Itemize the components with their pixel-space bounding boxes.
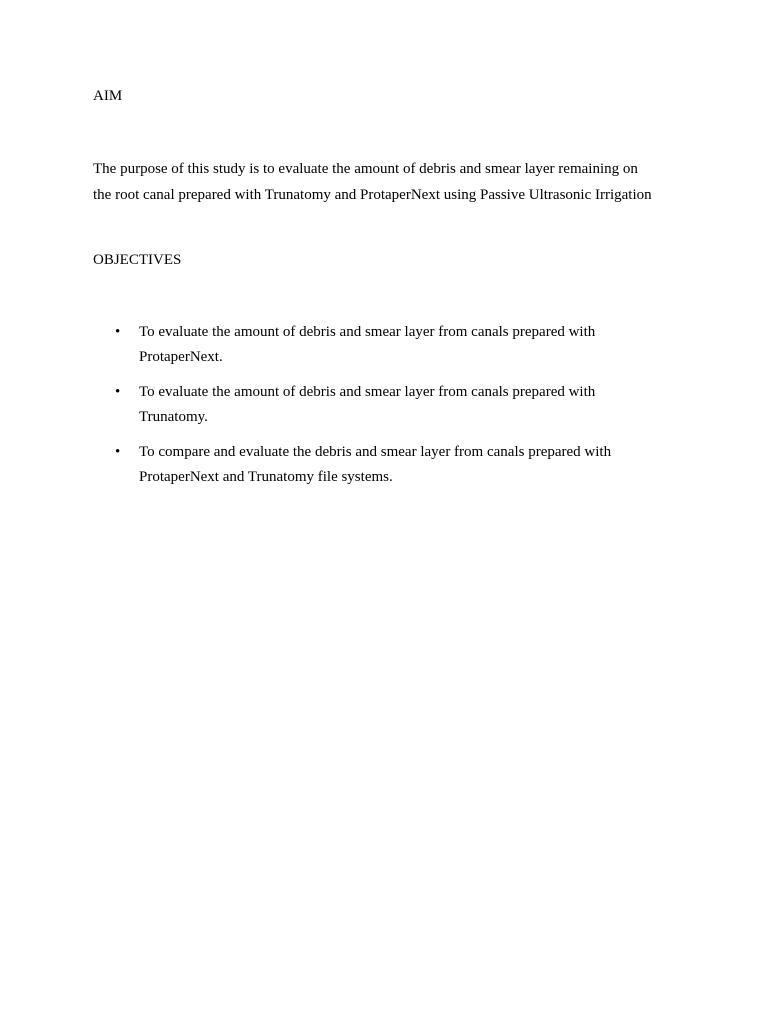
objective-text-line: To evaluate the amount of debris and smear layer from canals prepared with bbox=[139, 384, 596, 400]
aim-paragraph-line: the root canal prepared with Trunatomy and ProtaperNext using Passive Ultrasonic Irrigation bbox=[93, 187, 652, 203]
objectives-list bbox=[93, 320, 653, 500]
objective-text-line: Trunatomy. bbox=[139, 409, 208, 425]
objective-item bbox=[93, 320, 653, 370]
aim-paragraph-line: The purpose of this study is to evaluate the amount of debris and smear layer remaining on bbox=[93, 161, 638, 177]
bullet-icon: • bbox=[115, 384, 121, 400]
objective-item bbox=[93, 380, 653, 430]
aim-heading: AIM bbox=[93, 88, 123, 104]
objective-item bbox=[93, 440, 653, 490]
bullet-icon: • bbox=[115, 444, 121, 460]
bullet-icon: • bbox=[115, 324, 121, 340]
objectives-heading: OBJECTIVES bbox=[93, 252, 182, 268]
objective-text-line: To compare and evaluate the debris and smear layer from canals prepared with bbox=[139, 444, 612, 460]
objective-text-line: To evaluate the amount of debris and smear layer from canals prepared with bbox=[139, 324, 596, 340]
aim-paragraph bbox=[93, 156, 693, 208]
objective-text-line: ProtaperNext and Trunatomy file systems. bbox=[139, 469, 393, 485]
objective-text-line: ProtaperNext. bbox=[139, 349, 223, 365]
